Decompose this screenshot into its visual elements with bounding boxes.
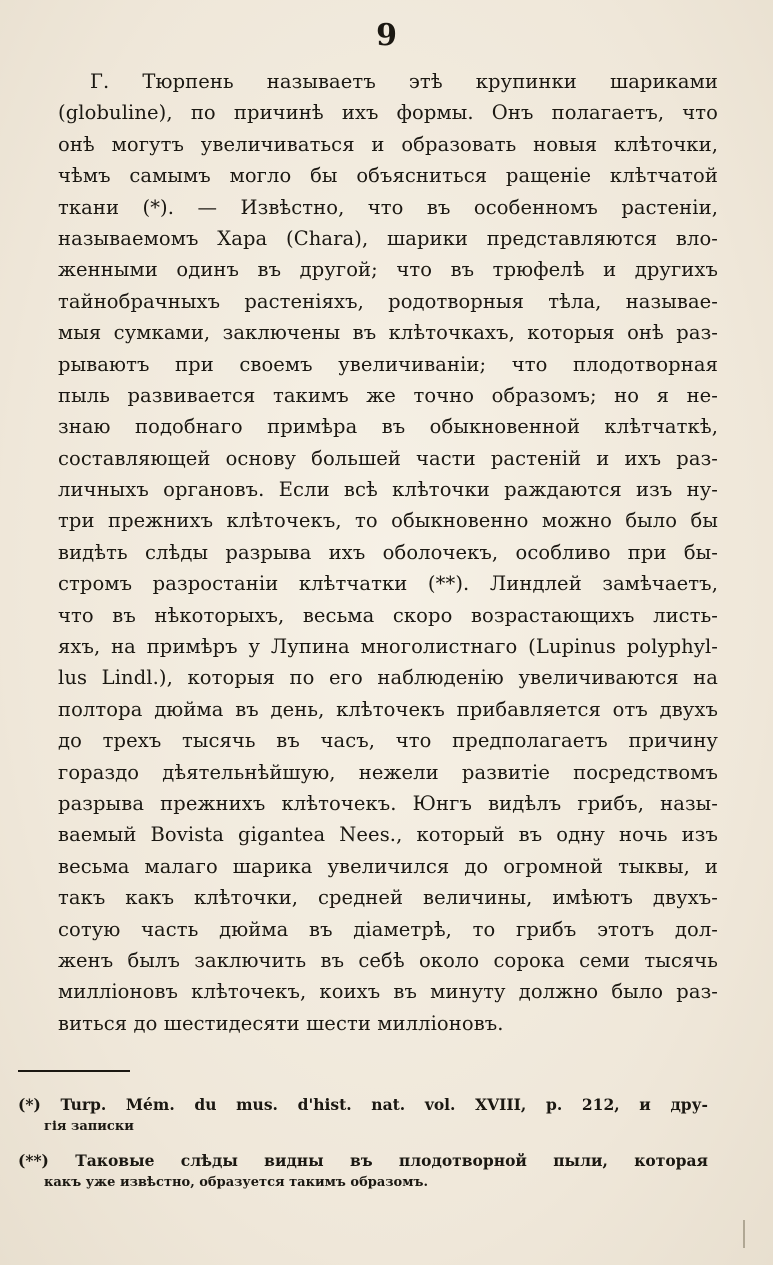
text-line: гораздо дѣятельнѣйшую, нежели развитіе посредствомъ — [58, 760, 718, 784]
text-line: ваемый Bovista gigantea Nees., который въ одну ночь изъ — [58, 823, 718, 847]
text-line: пыль развивается такимъ же точно образомъ; но я не- — [58, 383, 718, 407]
footnote-1 — [18, 1094, 708, 1138]
text-line: разрыва прежнихъ клѣточекъ. Юнгъ видѣлъ грибъ, назы- — [58, 791, 718, 815]
text-line: тайнобрачныхъ растеніяхъ, родотворныя тѣла, называе- — [58, 289, 718, 313]
text-line: Г. Тюрпень называетъ этѣ крупинки шариками — [90, 70, 718, 93]
text-line: видѣть слѣды разрыва ихъ оболочекъ, особливо при бы- — [58, 540, 718, 564]
text-line: онѣ могутъ увеличиваться и образовать новыя клѣточки, — [58, 132, 718, 156]
text-line: три прежнихъ клѣточекъ, то обыкновенно можно было бы — [58, 509, 718, 533]
text-line: женными одинъ въ другой; что въ трюфелѣ и другихъ — [58, 258, 718, 282]
footnote-line — [18, 1150, 708, 1172]
text-line: мыя сумками, заключены въ клѣточкахъ, которыя онѣ раз- — [58, 321, 718, 345]
text-line: женъ былъ заключить въ себѣ около сорока семи тысячь — [58, 948, 718, 972]
footnote-mark: (**) — [18, 1151, 49, 1170]
text-line: (globuline), по причинѣ ихъ формы. Онъ полагаетъ, что — [58, 101, 718, 125]
text-line: личныхъ органовъ. Если всѣ клѣточки раждаются изъ ну- — [58, 478, 718, 502]
footnote-line — [18, 1094, 708, 1116]
margin-mark — [743, 1220, 745, 1248]
text-line: виться до шестидесяти шести милліоновъ. — [58, 1011, 504, 1035]
text-line: чѣмъ самымъ могло бы объясниться ращеніе клѣтчатой — [58, 164, 718, 188]
main-text-block — [58, 66, 718, 1039]
text-line: весьма малаго шарика увеличился до огромной тыквы, и — [58, 854, 718, 878]
page-number: 9 — [376, 18, 397, 53]
footnote-text: Таковые слѣды видны въ плодотворной пыли, которая — [75, 1151, 708, 1170]
text-line: рываютъ при своемъ увеличиваніи; что плодотворная — [58, 352, 718, 376]
text-line: знаю подобнаго примѣра въ обыкновенной клѣтчаткѣ, — [58, 415, 718, 439]
footnote-line: гія записки — [44, 1119, 134, 1134]
footnote-text: Turp. Mém. du mus. d'hist. nat. vol. XVIII, p. 212, и дру- — [60, 1095, 708, 1114]
footnotes — [18, 1094, 708, 1194]
text-line: до трехъ тысячь въ часъ, что предполагаетъ причину — [58, 729, 718, 753]
text-line: составляющей основу большей части растеній и ихъ раз- — [58, 446, 718, 470]
footnote-mark: (*) — [18, 1095, 41, 1114]
text-line: ткани (*). — Извѣстно, что въ особенномъ растеніи, — [58, 195, 718, 219]
text-line: милліоновъ клѣточекъ, коихъ въ минуту должно было раз- — [58, 980, 718, 1004]
text-line: полтора дюйма въ день, клѣточекъ прибавляется отъ двухъ — [58, 697, 718, 721]
footnote-line: какъ уже извѣстно, образуется такимъ образомъ. — [44, 1175, 429, 1190]
text-line: что въ нѣкоторыхъ, весьма скоро возрастающихъ листь- — [58, 603, 718, 627]
footnote-2 — [18, 1150, 708, 1194]
text-line: lus Lindl.), которыя по его наблюденію увеличиваются на — [58, 666, 718, 690]
text-line: стромъ разростаніи клѣтчатки (**). Линдлей замѣчаетъ, — [58, 572, 718, 596]
footnote-divider — [18, 1070, 130, 1072]
text-line: такъ какъ клѣточки, средней величины, имѣютъ двухъ- — [58, 886, 718, 910]
text-line: сотую часть дюйма въ діаметрѣ, то грибъ этотъ дол- — [58, 917, 718, 941]
text-line: называемомъ Хара (Chara), шарики представляются вло- — [58, 226, 718, 250]
text-line: яхъ, на примѣръ у Лупина многолистнаго (Lupinus polyphyl- — [58, 635, 718, 659]
